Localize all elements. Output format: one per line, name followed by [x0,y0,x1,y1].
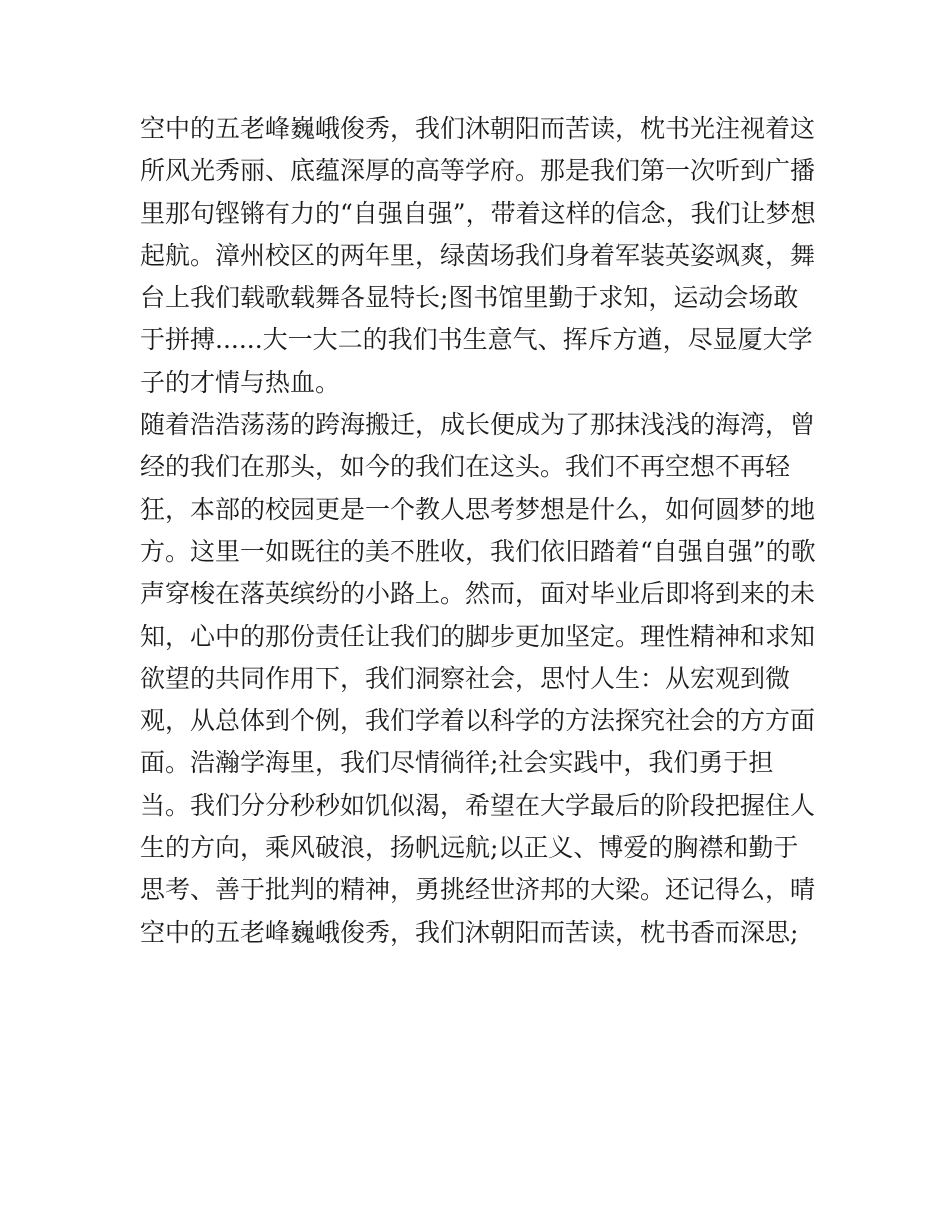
text-line: 起航。漳州校区的两年里，绿茵场我们身着军装英姿飒爽，舞 [140,240,816,270]
text-line: 于拼搏......大一大二的我们书生意气、挥斥方遒，尽显厦大学 [140,325,813,355]
text-line: 空中的五老峰巍峨俊秀，我们沐朝阳而苦读，枕书光注视着这 [140,114,816,143]
text-line: 子的才情与热血。 [140,367,341,397]
text-line: 里那句铿锵有力的“自强自强”，带着这样的信念，我们让梦想 [140,198,816,228]
text-line: 生的方向，乘风破浪，扬帆远航;以正义、博爱的胸襟和勤于 [140,833,799,863]
text-line: 欲望的共同作用下，我们洞察社会，思忖人生：从宏观到微 [140,663,791,693]
body-text [140,108,820,954]
text-line: 空中的五老峰巍峨俊秀，我们沐朝阳而苦读，枕书香而深思; [140,917,799,947]
text-line: 思考、善于批判的精神，勇挑经世济邦的大梁。还记得么，晴 [140,875,816,905]
text-line: 声穿梭在落英缤纷的小路上。然而，面对毕业后即将到来的未 [140,579,816,609]
text-line: 经的我们在那头，如今的我们在这头。我们不再空想不再轻 [140,452,791,482]
text-line: 面。浩瀚学海里，我们尽情徜徉;社会实践中，我们勇于担 [140,748,774,778]
text-line: 台上我们载歌载舞各显特长;图书馆里勤于求知，运动会场敢 [140,283,799,313]
text-line: 狂，本部的校园更是一个教人思考梦想是什么，如何圆梦的地 [140,494,816,524]
text-line: 所风光秀丽、底蕴深厚的高等学府。那是我们第一次听到广播 [140,156,816,186]
text-line: 当。我们分分秒秒如饥似渴，希望在大学最后的阶段把握住人 [140,790,816,820]
text-line: 知，心中的那份责任让我们的脚步更加坚定。理性精神和求知 [140,621,816,651]
text-line: 随着浩浩荡荡的跨海搬迁，成长便成为了那抹浅浅的海湾，曾 [140,410,816,440]
text-line: 方。这里一如既往的美不胜收，我们依旧踏着“自强自强”的歌 [140,536,816,566]
text-line: 观，从总体到个例，我们学着以科学的方法探究社会的方方面 [140,706,816,736]
